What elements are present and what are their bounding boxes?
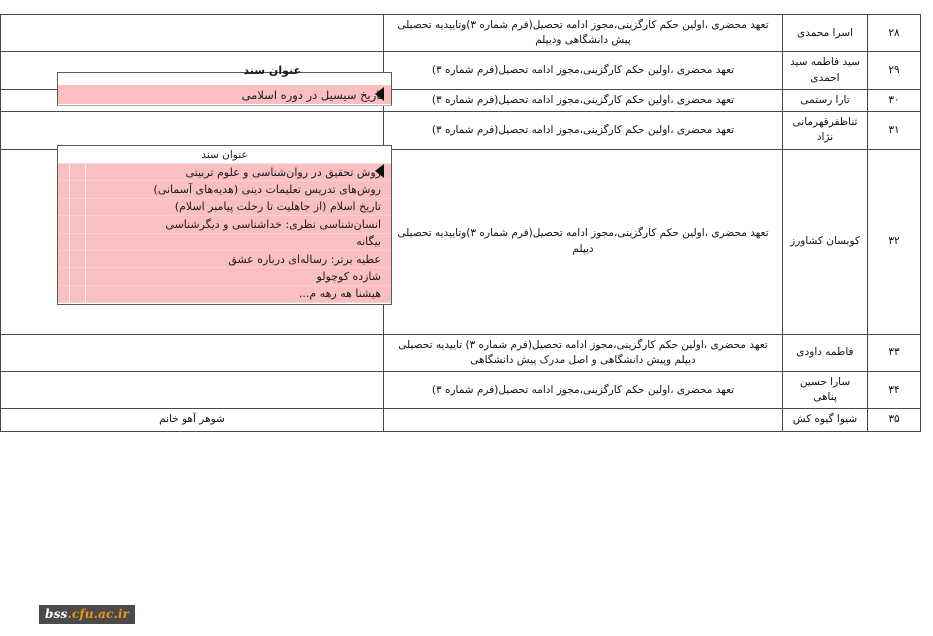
student-name-cell: ثناظفرقهرمانی نژاد (783, 112, 868, 149)
row-number-cell: ۳۳ (868, 334, 921, 371)
document-title-list-popup[interactable] (57, 145, 392, 305)
list-item[interactable]: شازده کوچولو (58, 268, 391, 285)
documents-cell: تعهد محضری ،اولین حکم کارگزینی،مجوز ادامه تحصیل(فرم شماره ۳) تاییدیه تحصیلی دیپلم وپیش دانشگاهی و اصل مدرک پیش دانشگاهی (384, 334, 783, 371)
table-row (1, 112, 921, 149)
watermark-suffix: .cfu.ac.ir (67, 607, 130, 621)
row-number-cell: ۳۱ (868, 112, 921, 149)
documents-cell: تعهد محضری ،اولین حکم کارگزینی،مجوز ادامه تحصیل(فرم شماره ۳) (384, 52, 783, 89)
notes-cell (1, 334, 384, 371)
row-number-cell: ۳۴ (868, 371, 921, 408)
documents-cell: تعهد محضری ،اولین حکم کارگزینی،مجوز ادامه تحصیل(فرم شماره ۳) (384, 89, 783, 111)
student-name-cell: سارا حسین پناهی (783, 371, 868, 408)
row-number-cell: ۳۲ (868, 149, 921, 334)
left-triangle-icon (375, 87, 384, 101)
documents-cell: تعهد محضری ،اولین حکم کارگزینی،مجوز ادامه تحصیل(فرم شماره ۳) (384, 371, 783, 408)
notes-cell (1, 112, 384, 149)
table-row (1, 409, 921, 431)
list-item[interactable]: روش تحقیق در روان‌شناسی و علوم تربیتی (58, 164, 391, 181)
notes-cell: شوهر آهو خانم (1, 409, 384, 431)
list-item[interactable]: عطیه برتر: رساله‌ای درباره عشق (58, 251, 391, 268)
notes-cell (1, 371, 384, 408)
table-row (1, 334, 921, 371)
watermark-prefix: bss (45, 607, 68, 621)
left-triangle-icon (375, 164, 384, 178)
notes-cell (1, 15, 384, 52)
row-number-cell: ۲۸ (868, 15, 921, 52)
document-list-rows (58, 164, 391, 303)
popup-clipped-header: عنوان سند (243, 64, 301, 77)
student-name-cell: شیوا گیوه کش (783, 409, 868, 431)
list-item[interactable]: هیشنا هه رهه م... (58, 286, 391, 303)
student-name-cell: سید فاطمه سید احمدی (783, 52, 868, 89)
selected-document-popup[interactable] (57, 64, 392, 106)
student-name-cell: فاطمه داودی (783, 334, 868, 371)
student-name-cell: کوبسان کشاورز (783, 149, 868, 334)
table-row (1, 371, 921, 408)
list-item[interactable]: تاریخ اسلام (از جاهلیت تا رحلت پیامبر اسلام) (58, 199, 391, 216)
documents-cell: تعهد محضری ،اولین حکم کارگزینی،مجوز ادامه تحصیل(فرم شماره ۳) (384, 112, 783, 149)
list-item[interactable]: انسان‌شناسی نظری: خداشناسی و دیگرشناسی (58, 216, 391, 233)
table-row (1, 15, 921, 52)
student-name-cell: اسرا محمدی (783, 15, 868, 52)
student-name-cell: تارا رستمی (783, 89, 868, 111)
selected-document-label: تاریخ سیسیل در دوره اسلامی (241, 87, 383, 102)
list-item[interactable]: بیگانه (58, 234, 391, 251)
document-list-header: عنوان سند (58, 146, 391, 164)
documents-cell (384, 409, 783, 431)
documents-cell: تعهد محضری ،اولین حکم کارگزینی،مجوز ادامه تحصیل(فرم شماره ۳)وتاییدیه تحصیلی پیش دانشگاهی ودیپلم (384, 15, 783, 52)
row-number-cell: ۳۵ (868, 409, 921, 431)
site-watermark (39, 605, 135, 624)
list-item[interactable]: روش‌های تدریس تعلیمات دینی (هدیه‌های آسمانی) (58, 181, 391, 198)
documents-cell: تعهد محضری ،اولین حکم کارگزینی،مجوز ادامه تحصیل(فرم شماره ۳)وتاییدیه تحصیلی دیپلم (384, 149, 783, 334)
selected-document-row[interactable] (58, 85, 391, 104)
row-number-cell: ۲۹ (868, 52, 921, 89)
row-number-cell: ۳۰ (868, 89, 921, 111)
